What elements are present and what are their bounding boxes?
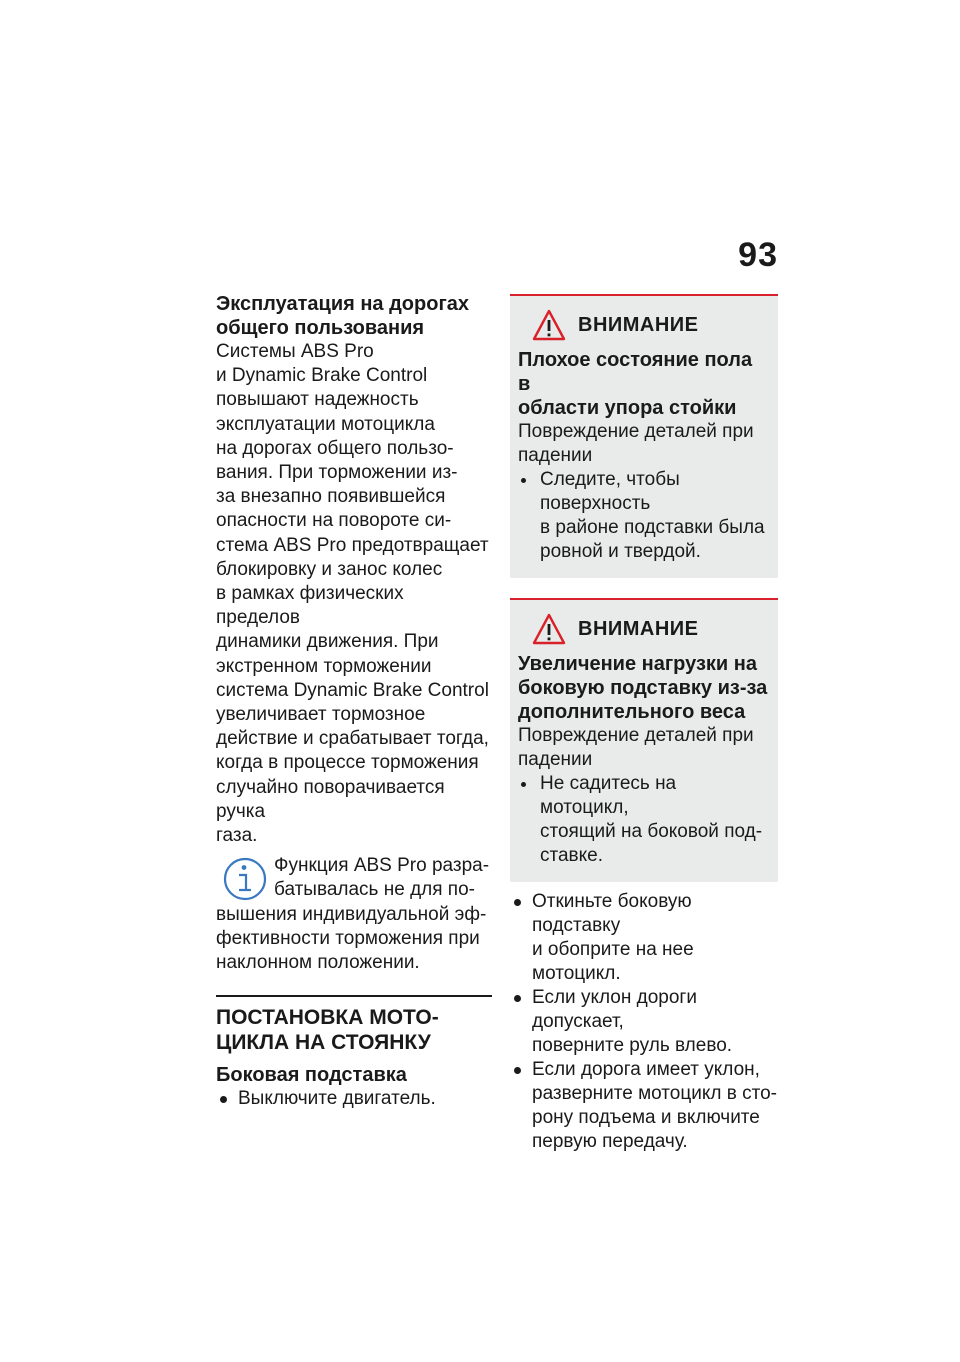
- warning-triangle-icon: [532, 308, 566, 342]
- info-icon: [222, 856, 268, 902]
- warning-box: [510, 294, 778, 578]
- list-item: Не садитесь на мотоцикл, стоящий на боковой под- ставке.: [518, 772, 768, 868]
- warning-header: [518, 308, 768, 342]
- bullet-icon: [220, 1096, 227, 1103]
- bullet-icon: [514, 995, 521, 1002]
- right-column: [510, 294, 778, 1154]
- bullet-icon: [521, 782, 526, 787]
- subsection-title: Боковая подставка: [216, 1064, 407, 1087]
- left-column: [216, 292, 492, 1111]
- bullet-icon: [521, 478, 526, 483]
- bullet-icon: [514, 899, 521, 906]
- warning-triangle-icon: [532, 612, 566, 646]
- warning-header: [518, 612, 768, 646]
- bullet-icon: [514, 1067, 521, 1074]
- list-item: Если уклон дороги допускает, поверните руль влево.: [510, 986, 778, 1058]
- list-item: Выключите двигатель.: [216, 1087, 492, 1111]
- section-divider: [216, 995, 492, 997]
- warning-title: Увеличение нагрузки на боковую подставку из-за дополнительного веса: [518, 653, 768, 723]
- body-paragraph: Системы ABS Pro и Dynamic Brake Control повышают надежность эксплуатации мотоцикла на дорогах общего пользо- вания. При торможении из- за внезапно появившейся опасности на повороте си- стема ABS Pro предотвращает блокировку и занос колес в рамках физических пределов динамики движения. При экстренном торможении система Dynamic Brake Control увеличивает тормозное действие и срабатывает тогда, когда в процессе торможения случайно поворачивается ручка газа.: [216, 341, 489, 847]
- warning-consequence: Повреждение деталей при падении: [518, 725, 754, 770]
- warning-label: ВНИМАНИЕ: [578, 313, 699, 336]
- section-title: ПОСТАНОВКА МОТО- ЦИКЛА НА СТОЯНКУ: [216, 1006, 439, 1055]
- list-item: Если дорога имеет уклон, разверните мотоцикл в сто- рону подъема и включите первую передачу.: [510, 1058, 778, 1154]
- list-item: Откиньте боковую подставку и обоприте на нее мотоцикл.: [510, 890, 778, 986]
- warning-label: ВНИМАНИЕ: [578, 617, 699, 640]
- info-note: Функция ABS Pro разра- батывалась не для по- вышения индивидуальной эф- фективности торможения при наклонном положении.: [216, 855, 490, 974]
- warning-title: Плохое состояние пола в области упора стойки: [518, 349, 753, 419]
- warning-box: [510, 598, 778, 882]
- section-heading: Эксплуатация на дорогах общего пользования: [216, 293, 470, 339]
- warning-consequence: Повреждение деталей при падении: [518, 421, 754, 466]
- page-number: 93: [738, 236, 778, 274]
- steps-list: [510, 890, 778, 1154]
- list-item: Следите, чтобы поверхность в районе подставки была ровной и твердой.: [518, 468, 768, 564]
